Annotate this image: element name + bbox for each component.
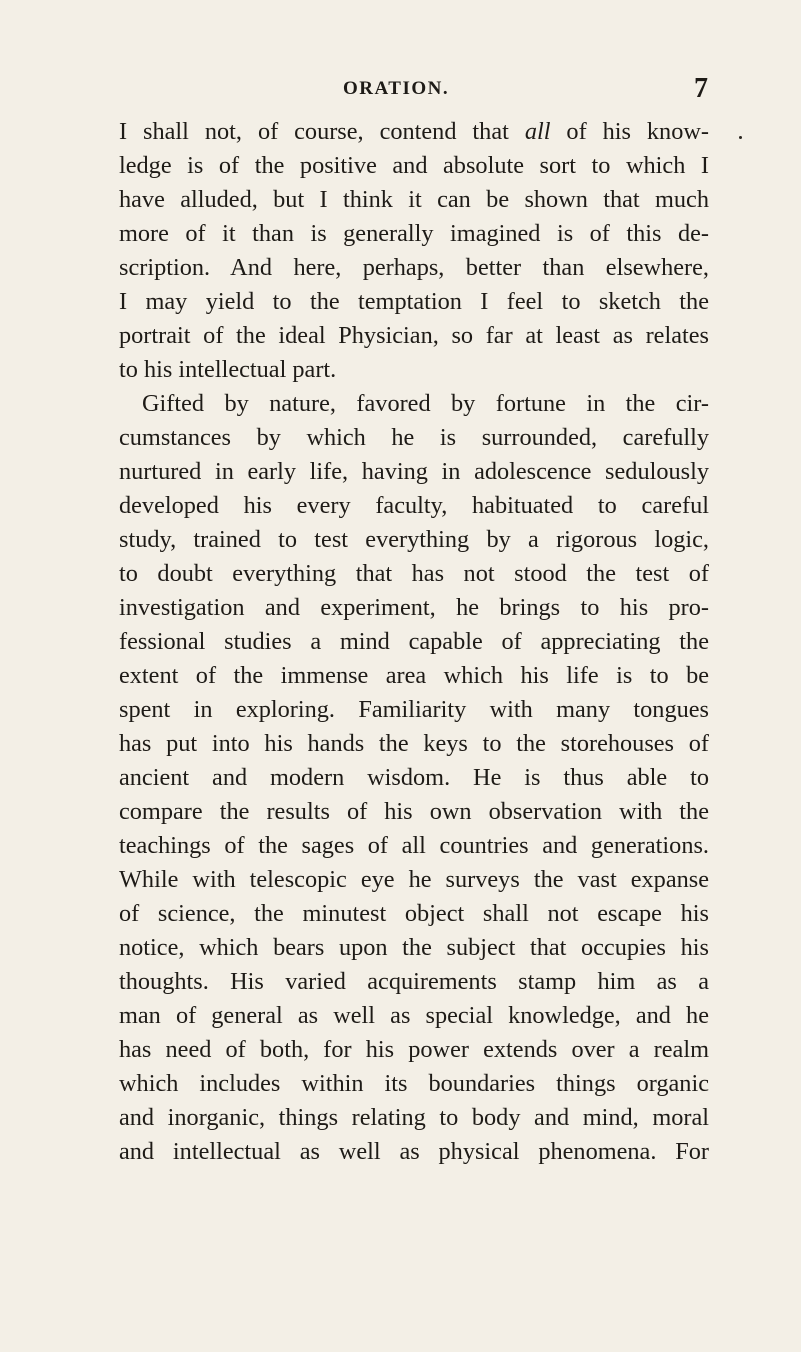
text-line: nurtured in early life, having in adolescence sedulously: [119, 458, 709, 485]
text-line: to his intellectual part.: [119, 356, 337, 383]
text-line: Gifted by nature, favored by fortune in the cir-: [142, 390, 709, 417]
text-line: thoughts. His varied acquirements stamp him as a: [119, 968, 709, 995]
text-line: man of general as well as special knowledge, and he: [119, 1002, 709, 1029]
text-line: cumstances by which he is surrounded, carefully: [119, 424, 709, 451]
text-line: teachings of the sages of all countries and generations.: [119, 832, 709, 859]
text-line: compare the results of his own observation with the: [119, 798, 709, 825]
text-line: study, trained to test everything by a rigorous logic,: [119, 526, 709, 553]
text-line: extent of the immense area which his life is to be: [119, 662, 709, 689]
text-line: ledge is of the positive and absolute sort to which I: [119, 152, 709, 179]
text-line: I shall not, of course, contend that all of his know-: [119, 118, 709, 145]
text-line: investigation and experiment, he brings to his pro-: [119, 594, 709, 621]
text-line: ancient and modern wisdom. He is thus able to: [119, 764, 709, 791]
text-line: I may yield to the temptation I feel to sketch the: [119, 288, 709, 315]
text-line: has need of both, for his power extends over a realm: [119, 1036, 709, 1063]
ink-speck: [739, 136, 742, 139]
text-line: developed his every faculty, habituated to careful: [119, 492, 709, 519]
text-line: scription. And here, perhaps, better than elsewhere,: [119, 254, 709, 281]
page-number: 7: [694, 73, 708, 104]
text-line: fessional studies a mind capable of appreciating the: [119, 628, 709, 655]
text-line: and intellectual as well as physical phenomena. For: [119, 1138, 709, 1165]
text-line: has put into his hands the keys to the storehouses of: [119, 730, 709, 757]
emphasis: all: [524, 118, 551, 145]
text-line: and inorganic, things relating to body and mind, moral: [119, 1104, 709, 1131]
text-line: to doubt everything that has not stood the test of: [119, 560, 709, 587]
text-line: have alluded, but I think it can be shown that much: [119, 186, 709, 213]
text-line: portrait of the ideal Physician, so far at least as relates: [119, 322, 709, 349]
running-title: ORATION.: [343, 78, 450, 99]
text-line: spent in exploring. Familiarity with many tongues: [119, 696, 709, 723]
text-line: notice, which bears upon the subject that occupies his: [119, 934, 709, 961]
text-line: more of it than is generally imagined is of this de-: [119, 220, 709, 247]
running-head: [0, 73, 801, 108]
text-line: While with telescopic eye he surveys the vast expanse: [119, 866, 709, 893]
text-line: of science, the minutest object shall not escape his: [119, 900, 709, 927]
text-line: which includes within its boundaries things organic: [119, 1070, 709, 1097]
